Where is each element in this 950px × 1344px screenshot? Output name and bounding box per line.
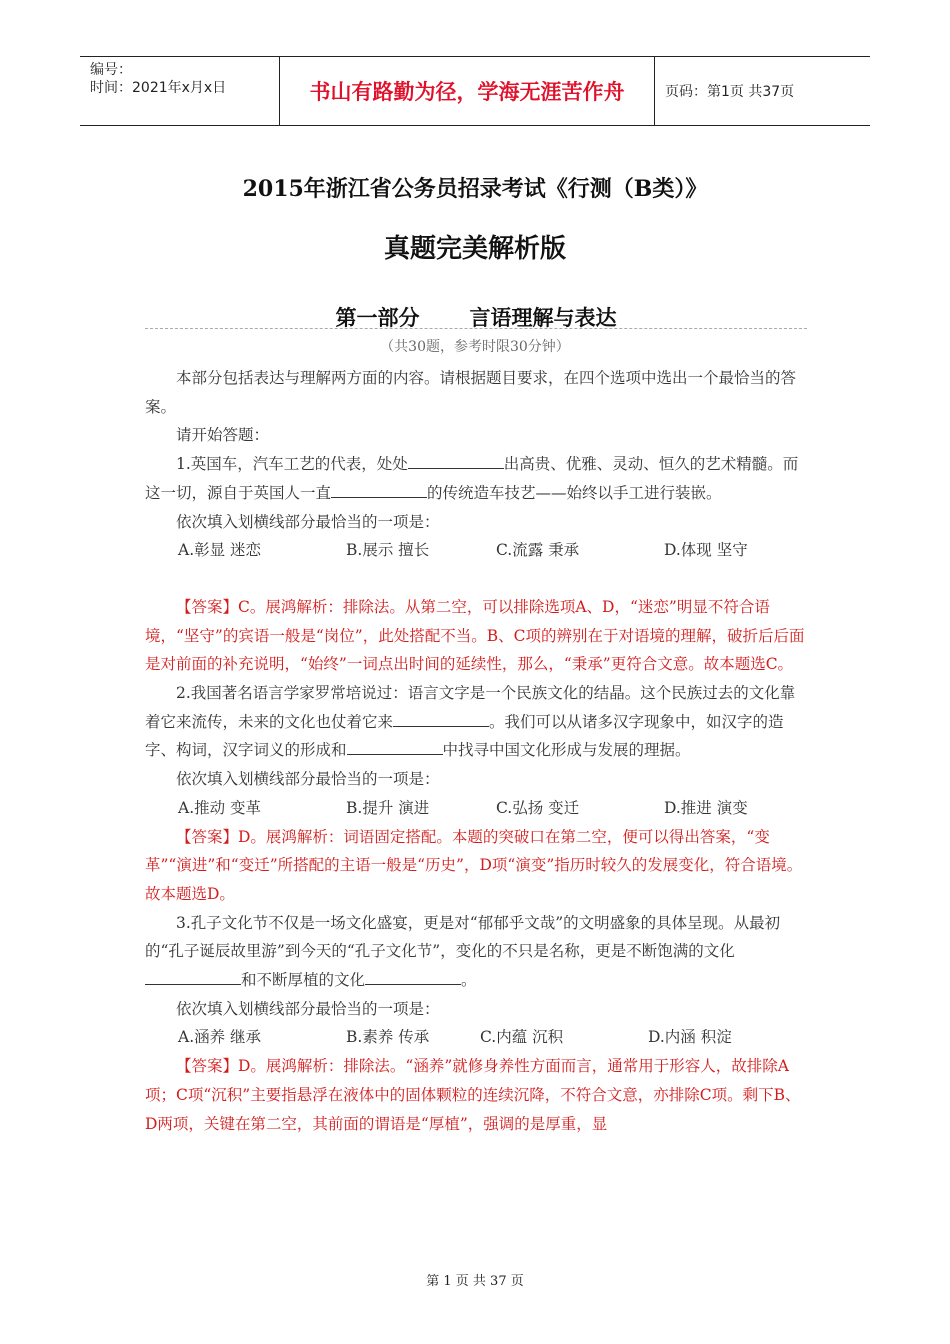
option-c: C.弘扬 变迁: [496, 798, 580, 817]
answer-1: 【答案】C。展鸿解析：排除法。从第二空，可以排除选项A、D，“迷恋”明显不符合语境，“坚守”的宾语一般是“岗位”，此处搭配不当。B、C项的辨别在于对语境的理解，破折后后面是对前面的补充说明，“始终”一词点出时间的延续性，那么，“秉承”更符合文意。故本题选C。: [145, 597, 805, 674]
option-a: A.推动 变革: [178, 798, 262, 817]
option-c: C.内蕴 沉积: [480, 1028, 564, 1047]
answer-3: 【答案】D。展鸿解析：排除法。“涵养”就修身养性方面而言，通常用于形容人，故排除A项；C项“沉积”主要指悬浮在液体中的固体颗粒的连续沉降，不符合文意，亦排除C项。剩下B、D两项，关键在第二空，其前面的谓语是“厚植”，强调的是厚重，显: [145, 1057, 801, 1133]
option-c: C.流露 秉承: [496, 541, 580, 560]
question-3: 3.孔子文化节不仅是一场文化盛宴，更是对“郁郁乎文哉”的文明盛象的具体呈现。从最初的“孔子诞辰故里游”到今天的“孔子文化节”，变化的不只是名称，更是不断饱满的文化和不断厚植的文化 。: [145, 913, 781, 990]
part-topic: 言语理解与表达: [469, 306, 617, 330]
option-a: A.彰显 迷恋: [178, 541, 262, 560]
part-note: （共30题，参考时限30分钟）: [380, 339, 570, 355]
blank-line: [347, 740, 443, 755]
part-heading: [145, 302, 807, 332]
question-3-options: [145, 1023, 807, 1052]
option-b: B.提升 演进: [346, 798, 430, 817]
time-label: 时间：2021年x月x日: [90, 80, 227, 96]
option-d: D.推进 演变: [664, 798, 748, 817]
answer-2: 【答案】D。展鸿解析：词语固定搭配。本题的突破口在第二空，便可以得出答案，“变革”“演进”和“变迁”所搭配的主语一般是“历史”，D项“演变”指历时较久的发展变化，符合语境。故本题选D。: [145, 827, 803, 903]
document-title: 2015年浙江省公务员招录考试《行测（B类）》: [242, 176, 708, 202]
option-d: D.内涵 积淀: [648, 1028, 732, 1047]
question-1-instruction: 依次填入划横线部分最恰当的一项是：: [176, 512, 440, 531]
blank-line: [145, 970, 241, 985]
page-footer: 第 1 页 共 37 页: [426, 1274, 524, 1289]
question-2: 2.我国著名语言学家罗常培说过：语言文字是一个民族文化的结晶。这个民族过去的文化靠着它来流传，未来的文化也仗着它来 。我们可以从诸多汉字现象中，如汉字的造字、构词，汉字词义的形成和 中找寻中国文化形成与发展的理据。: [145, 684, 796, 760]
blank-line: [408, 454, 504, 469]
number-label: 编号：: [90, 62, 132, 78]
header-motto: 书山有路勤为径，学海无涯苦作舟: [280, 57, 655, 125]
header-meta: [80, 57, 280, 125]
start-line: 请开始答题：: [176, 426, 270, 445]
option-a: A.涵养 继承: [178, 1028, 262, 1047]
part-name: 第一部分: [335, 306, 420, 330]
document-body: [145, 364, 807, 1138]
document-subtitle: 真题完美解析版: [383, 234, 566, 264]
option-b: B.素养 传承: [346, 1028, 430, 1047]
question-1-options: [145, 536, 807, 565]
blank-line: [331, 483, 427, 498]
option-d: D.体现 坚守: [664, 541, 748, 560]
question-3-instruction: 依次填入划横线部分最恰当的一项是：: [176, 999, 440, 1018]
header-page-info: 页码：第1页 共37页: [665, 84, 795, 100]
blank-line: [365, 970, 461, 985]
question-2-options: [145, 794, 807, 823]
question-1: 1.英国车，汽车工艺的代表，处处 出高贵、优雅、灵动、恒久的艺术精髓。而这一切，源自于英国人一直 的传统造车技艺——始终以手工进行装嵌。: [145, 455, 799, 502]
blank-line: [393, 712, 489, 727]
intro-paragraph: 本部分包括表达与理解两方面的内容。请根据题目要求，在四个选项中选出一个最恰当的答案。: [145, 369, 797, 416]
question-2-instruction: 依次填入划横线部分最恰当的一项是：: [176, 770, 440, 789]
option-b: B.展示 擅长: [346, 541, 430, 560]
page-header: [80, 56, 870, 126]
